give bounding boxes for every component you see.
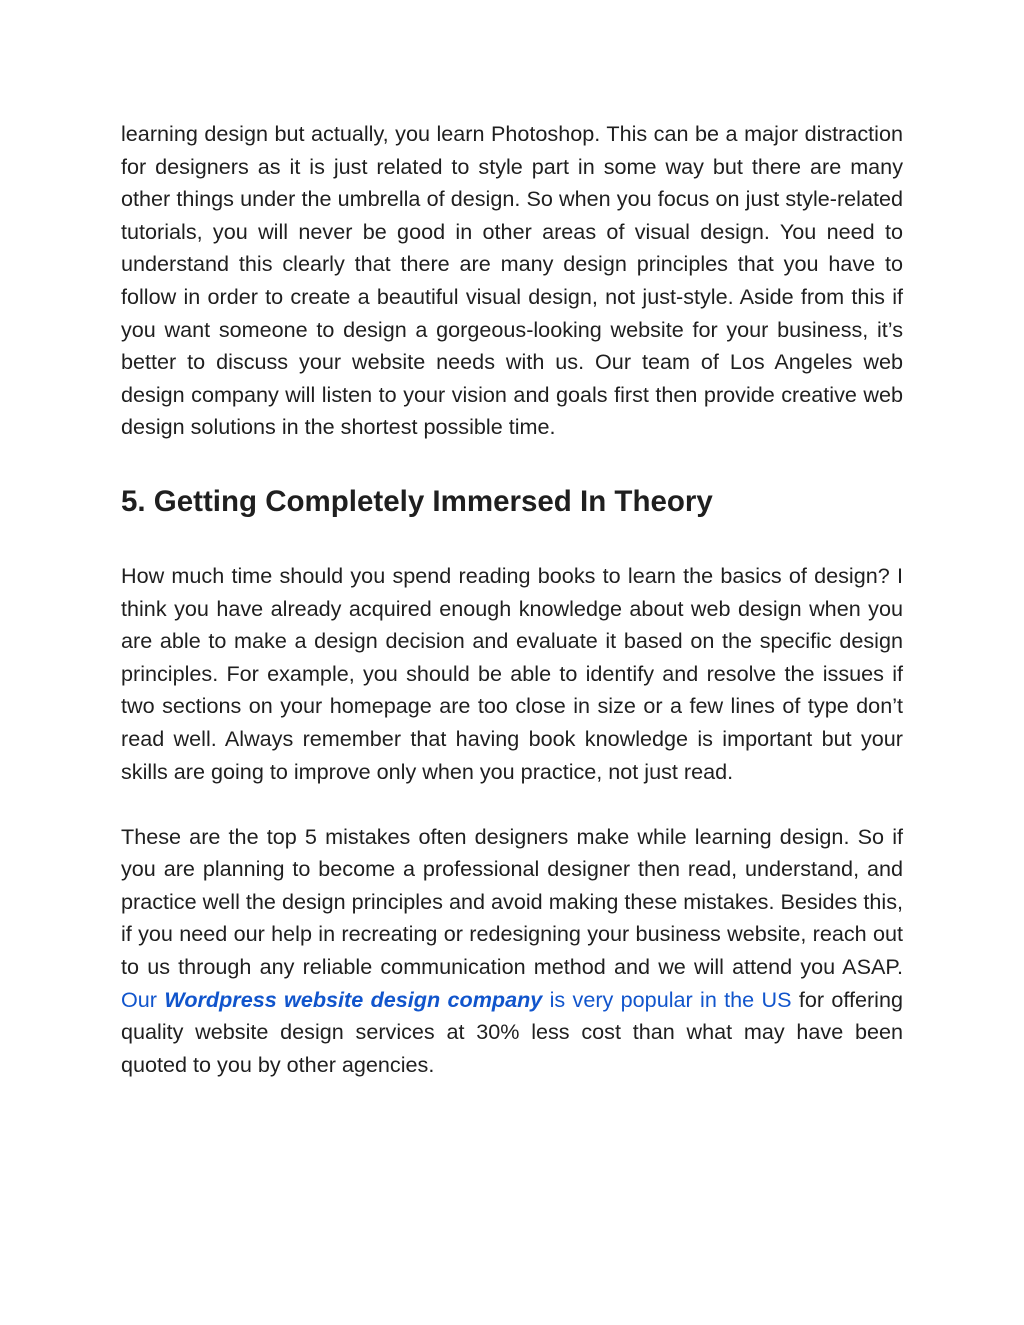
wordpress-design-link[interactable]: Wordpress website design company [164, 986, 543, 1012]
paragraph-style-tutorials: learning design but actually, you learn Photoshop. This can be a major distraction for designers as it is just related to style part in some way but there are many other things under the umbrella of design. So when you focus on just style-related tutorials, you will never be good in other areas of visual design. You need to understand this clearly that there are many design principles that you have to follow in order to create a beautiful visual design, not just-style. Aside from this if you want someone to design a gorgeous-looking website for your business, it’s better to discuss your website needs with us. Our team of Los Angeles web design company will listen to your vision and goals first then provide creative web design solutions in the shortest possible time. [121, 121, 903, 440]
paragraph-theory: How much time should you spend reading books to learn the basics of design? I think you have already acquired enough knowledge about web design when you are able to make a design decision and evaluate it based on the specific design principles. For example, you should be able to identify and resolve the issues if two sections on your homepage are too close in size or a few lines of type don’t read well. Always remember that having book knowledge is important but your skills are going to improve only when you practice, not just read. [121, 562, 903, 784]
conclusion-tail: for offering quality website design services at 30% less cost than what may have been quoted to you by other agencies. [121, 986, 903, 1077]
paragraph-conclusion [121, 821, 903, 1082]
link-prefix[interactable]: Our [121, 986, 157, 1012]
link-suffix[interactable]: is very popular in the US [549, 986, 792, 1012]
document-page [121, 118, 903, 1081]
conclusion-text: These are the top 5 mistakes often designers make while learning design. So if you are planning to become a professional designer then read, understand, and practice well the design principles and avoid making these mistakes. Besides this, if you need our help in recreating or redesigning your business website, reach out to us through any reliable communication method and we will attend you ASAP. [121, 823, 903, 980]
section-heading: 5. Getting Completely Immersed In Theory [121, 484, 713, 518]
